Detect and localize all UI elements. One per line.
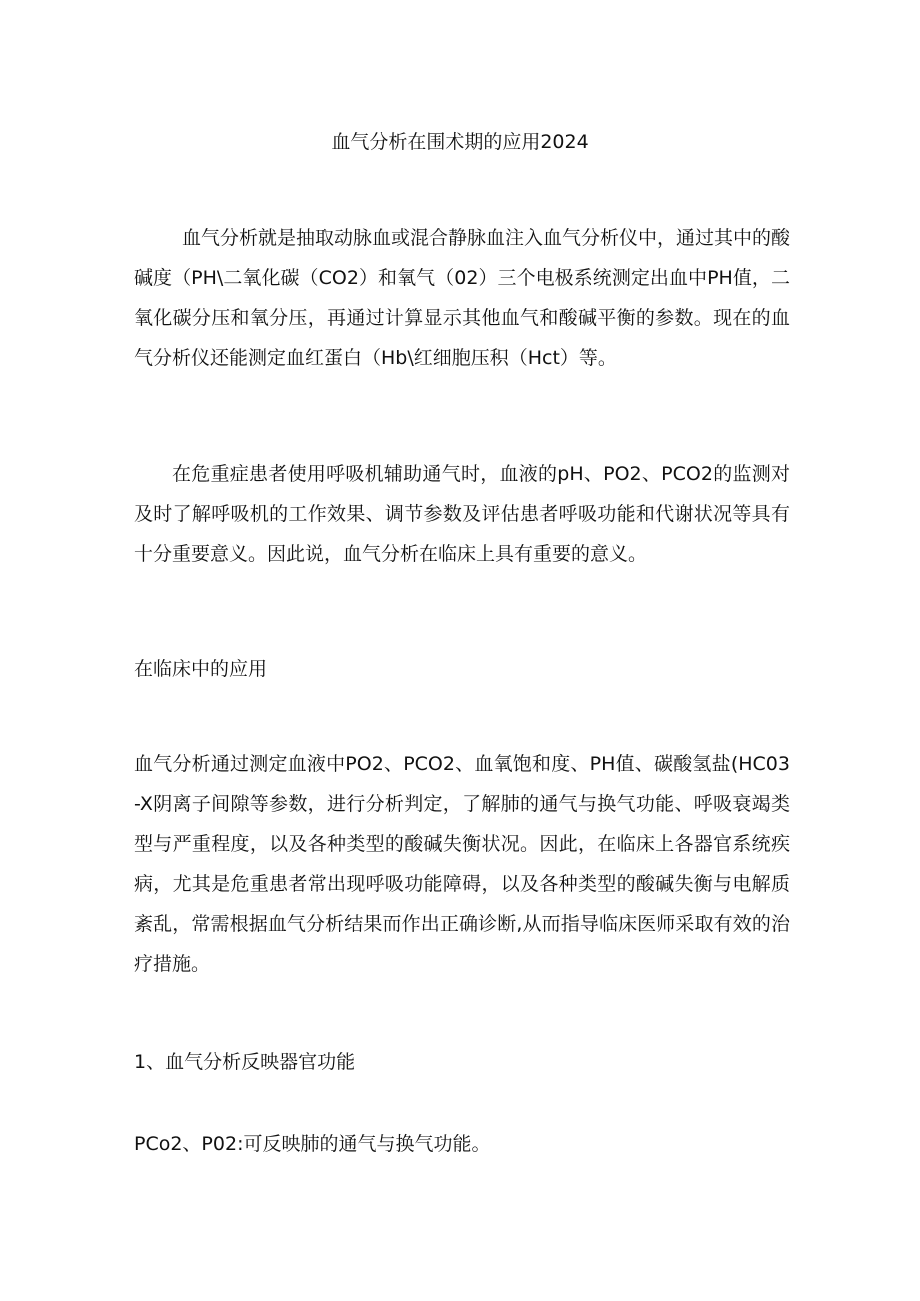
ventilation-paragraph: 在危重症患者使用呼吸机辅助通气时，血液的pH、PO2、PCO2的监测对及时了解呼吸机的工作效果、调节参数及评估患者呼吸功能和代谢状况等具有十分重要意义。因此说，血气分析在临床上具有重要的意义。	[134, 463, 790, 565]
pco2-po2-paragraph: PCo2、P02:可反映肺的通气与换气功能。	[134, 1133, 491, 1155]
section-heading-organ-function: 1、血气分析反映器官功能	[134, 1051, 356, 1073]
intro-paragraph: 血气分析就是抽取动脉血或混合静脉血注入血气分析仪中，通过其中的酸碱度（PH\二氧化碳（CO2）和氧气（02）三个电极系统测定出血中PH值，二氧化碳分压和氧分压，再通过计算显示其他血气和酸碱平衡的参数。现在的血气分析仪还能测定血红蛋白（Hb\红细胞压积（Hct）等。	[134, 227, 791, 369]
section-heading-clinical: 在临床中的应用	[134, 658, 268, 680]
clinical-application-paragraph: 血气分析通过测定血液中PO2、PCO2、血氧饱和度、PH值、碳酸氢盐(HC03-X阴离子间隙等参数，进行分析判定，了解肺的通气与换气功能、呼吸衰竭类型与严重程度，以及各种类型的酸碱失衡状况。因此，在临床上各器官系统疾病，尤其是危重患者常出现呼吸功能障碍，以及各种类型的酸碱失衡与电解质紊乱，常需根据血气分析结果而作出正确诊断,从而指导临床医师采取有效的治疗措施。	[134, 753, 790, 975]
document-title: 血气分析在围术期的应用2024	[331, 131, 589, 153]
